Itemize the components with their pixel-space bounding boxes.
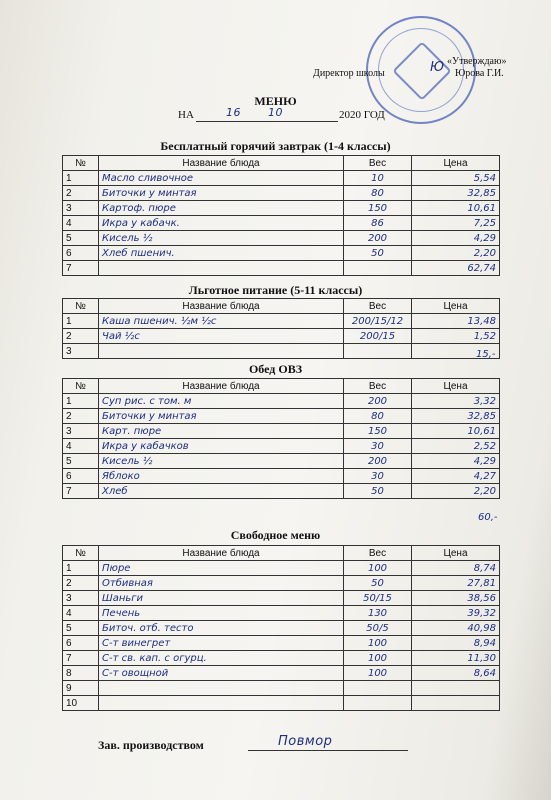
dish-price: 4,29: [412, 454, 500, 469]
dish-price: 40,98: [412, 621, 500, 636]
header-weight: Вес: [344, 299, 412, 314]
dish-name: Хлеб: [99, 484, 344, 499]
header-name: Название блюда: [99, 299, 344, 314]
dish-name: Биточки у минтая: [99, 409, 344, 424]
header-num: №: [63, 156, 99, 171]
date-prefix: НА: [178, 109, 194, 121]
dish-weight: [344, 261, 412, 276]
dish-price: 11,30: [412, 651, 500, 666]
header-weight: Вес: [344, 379, 412, 394]
dish-name: Шаньги: [99, 591, 344, 606]
dish-name: Каша пшенич. ½м ½с: [99, 314, 344, 329]
row-number: 2: [63, 329, 99, 344]
dish-name: С-т св. кап. с огурц.: [99, 651, 344, 666]
section-note: 60,-: [478, 512, 498, 523]
row-number: 2: [63, 409, 99, 424]
table-header-row: [63, 156, 500, 171]
director-signature: Ю: [430, 60, 446, 75]
row-number: 8: [63, 666, 99, 681]
header-price: Цена: [412, 299, 500, 314]
header-price: Цена: [412, 156, 500, 171]
header-name: Название блюда: [99, 156, 344, 171]
section-title: Льготное питание (5-11 классы): [188, 283, 363, 297]
dish-price: 32,85: [412, 409, 500, 424]
dish-weight: 200: [344, 231, 412, 246]
dish-name: [99, 696, 344, 711]
dish-weight: 80: [344, 186, 412, 201]
dish-name: [99, 344, 344, 359]
row-number: 2: [63, 576, 99, 591]
dish-price: 2,20: [412, 484, 500, 499]
dish-weight: 50/15: [344, 591, 412, 606]
dish-weight: 130: [344, 606, 412, 621]
dish-price: [412, 681, 500, 696]
row-number: 7: [63, 261, 99, 276]
dish-price: 38,56: [412, 591, 500, 606]
table-row: [63, 171, 500, 186]
table-header-row: [63, 299, 500, 314]
table-row: [63, 314, 500, 329]
header-price: Цена: [412, 379, 500, 394]
row-number: 7: [63, 651, 99, 666]
dish-price: 39,32: [412, 606, 500, 621]
dish-name: Пюре: [99, 561, 344, 576]
table-row: [63, 409, 500, 424]
row-number: 4: [63, 606, 99, 621]
dish-weight: 200/15: [344, 329, 412, 344]
header-name: Название блюда: [99, 546, 344, 561]
table-row: [63, 576, 500, 591]
section-title: Бесплатный горячий завтрак (1-4 классы): [160, 139, 391, 153]
table-row: [63, 696, 500, 711]
dish-price: 5,54: [412, 171, 500, 186]
dish-weight: 100: [344, 636, 412, 651]
dish-price: 8,74: [412, 561, 500, 576]
table-row: [63, 681, 500, 696]
dish-name: Кисель ½: [99, 231, 344, 246]
table-row: [63, 666, 500, 681]
dish-name: Кисель ½: [99, 454, 344, 469]
row-number: 5: [63, 621, 99, 636]
table-row: [63, 231, 500, 246]
dish-name: Печень: [99, 606, 344, 621]
table-row: [63, 454, 500, 469]
row-number: 1: [63, 394, 99, 409]
dish-price: 8,64: [412, 666, 500, 681]
menu-table-ovz-lunch: [62, 378, 500, 499]
header-name: Название блюда: [99, 379, 344, 394]
row-number: 3: [63, 591, 99, 606]
header-weight: Вес: [344, 156, 412, 171]
table-row: [63, 484, 500, 499]
table-row: [63, 439, 500, 454]
table-row: [63, 394, 500, 409]
dish-name: Карт. пюре: [99, 424, 344, 439]
section-title: Свободное меню: [230, 528, 321, 542]
dish-weight: 10: [344, 171, 412, 186]
dish-price: 27,81: [412, 576, 500, 591]
dish-price: [412, 696, 500, 711]
table-row: [63, 424, 500, 439]
header-num: №: [63, 299, 99, 314]
dish-weight: 50: [344, 576, 412, 591]
dish-price: 10,61: [412, 424, 500, 439]
section-note: 15,-: [476, 349, 496, 360]
dish-price: 7,25: [412, 216, 500, 231]
menu-table-free-breakfast: [62, 155, 500, 276]
dish-weight: 100: [344, 561, 412, 576]
dish-price: 4,27: [412, 469, 500, 484]
dish-weight: 50/5: [344, 621, 412, 636]
row-number: 6: [63, 246, 99, 261]
row-number: 6: [63, 636, 99, 651]
dish-price: 62,74: [412, 261, 500, 276]
header-weight: Вес: [344, 546, 412, 561]
table-row: [63, 651, 500, 666]
dish-weight: 200/15/12: [344, 314, 412, 329]
dish-name: С-т винегрет: [99, 636, 344, 651]
dish-weight: 150: [344, 424, 412, 439]
dish-name: Масло сливочное: [99, 171, 344, 186]
date-month: 10: [268, 106, 283, 119]
dish-name: Суп рис. с том. м: [99, 394, 344, 409]
row-number: 4: [63, 216, 99, 231]
dish-name: Яблоко: [99, 469, 344, 484]
header-num: №: [63, 379, 99, 394]
row-number: 9: [63, 681, 99, 696]
row-number: 1: [63, 561, 99, 576]
dish-price: 3,32: [412, 394, 500, 409]
row-number: 5: [63, 454, 99, 469]
dish-name: [99, 261, 344, 276]
menu-title: МЕНЮ: [254, 94, 297, 108]
production-head-signature: Повмор: [278, 734, 333, 749]
dish-name: С-т овощной: [99, 666, 344, 681]
dish-weight: 100: [344, 666, 412, 681]
row-number: 3: [63, 424, 99, 439]
row-number: 1: [63, 314, 99, 329]
dish-name: Биточки у минтая: [99, 186, 344, 201]
dish-weight: 100: [344, 651, 412, 666]
dish-weight: [344, 681, 412, 696]
dish-weight: 30: [344, 439, 412, 454]
dish-weight: [344, 696, 412, 711]
table-row: [63, 591, 500, 606]
table-row: [63, 261, 500, 276]
date-underline: [196, 121, 338, 122]
dish-weight: 80: [344, 409, 412, 424]
table-row: [63, 344, 500, 359]
table-row: [63, 636, 500, 651]
dish-name: [99, 681, 344, 696]
dish-name: Икра у кабачк.: [99, 216, 344, 231]
dish-name: Хлеб пшенич.: [99, 246, 344, 261]
table-row: [63, 606, 500, 621]
table-header-row: [63, 546, 500, 561]
table-row: [63, 621, 500, 636]
dish-weight: [344, 344, 412, 359]
dish-price: 10,61: [412, 201, 500, 216]
header-num: №: [63, 546, 99, 561]
dish-name: Картоф. пюре: [99, 201, 344, 216]
row-number: 5: [63, 231, 99, 246]
dish-name: Икра у кабачков: [99, 439, 344, 454]
dish-price: 32,85: [412, 186, 500, 201]
row-number: 3: [63, 201, 99, 216]
dish-price: 2,20: [412, 246, 500, 261]
dish-name: Чай ½с: [99, 329, 344, 344]
table-row: [63, 186, 500, 201]
footer-label: Зав. производством: [98, 738, 204, 752]
date-day: 16: [226, 106, 241, 119]
section-title: Обед ОВЗ: [248, 362, 303, 376]
dish-weight: 150: [344, 201, 412, 216]
row-number: 3: [63, 344, 99, 359]
header-price: Цена: [412, 546, 500, 561]
dish-price: 13,48: [412, 314, 500, 329]
director-name: Юрова Г.И.: [455, 68, 504, 79]
dish-weight: 86: [344, 216, 412, 231]
director-label: Директор школы: [313, 68, 385, 79]
row-number: 7: [63, 484, 99, 499]
table-row: [63, 561, 500, 576]
signature-underline: [248, 750, 408, 751]
dish-weight: 50: [344, 484, 412, 499]
row-number: 2: [63, 186, 99, 201]
table-row: [63, 246, 500, 261]
table-header-row: [63, 379, 500, 394]
table-row: [63, 201, 500, 216]
approval-label: «Утверждаю»: [447, 56, 507, 67]
dish-name: Отбивная: [99, 576, 344, 591]
dish-price: 2,52: [412, 439, 500, 454]
table-row: [63, 329, 500, 344]
dish-weight: 200: [344, 454, 412, 469]
dish-name: Биточ. отб. тесто: [99, 621, 344, 636]
dish-price: 1,52: [412, 329, 500, 344]
menu-table-free-menu: [62, 545, 500, 711]
date-year: 2020 ГОД: [339, 109, 385, 121]
dish-price: 8,94: [412, 636, 500, 651]
row-number: 10: [63, 696, 99, 711]
table-row: [63, 469, 500, 484]
dish-price: 4,29: [412, 231, 500, 246]
dish-weight: 50: [344, 246, 412, 261]
row-number: 6: [63, 469, 99, 484]
row-number: 1: [63, 171, 99, 186]
table-row: [63, 216, 500, 231]
menu-table-discount: [62, 298, 500, 359]
row-number: 4: [63, 439, 99, 454]
dish-weight: 30: [344, 469, 412, 484]
dish-weight: 200: [344, 394, 412, 409]
